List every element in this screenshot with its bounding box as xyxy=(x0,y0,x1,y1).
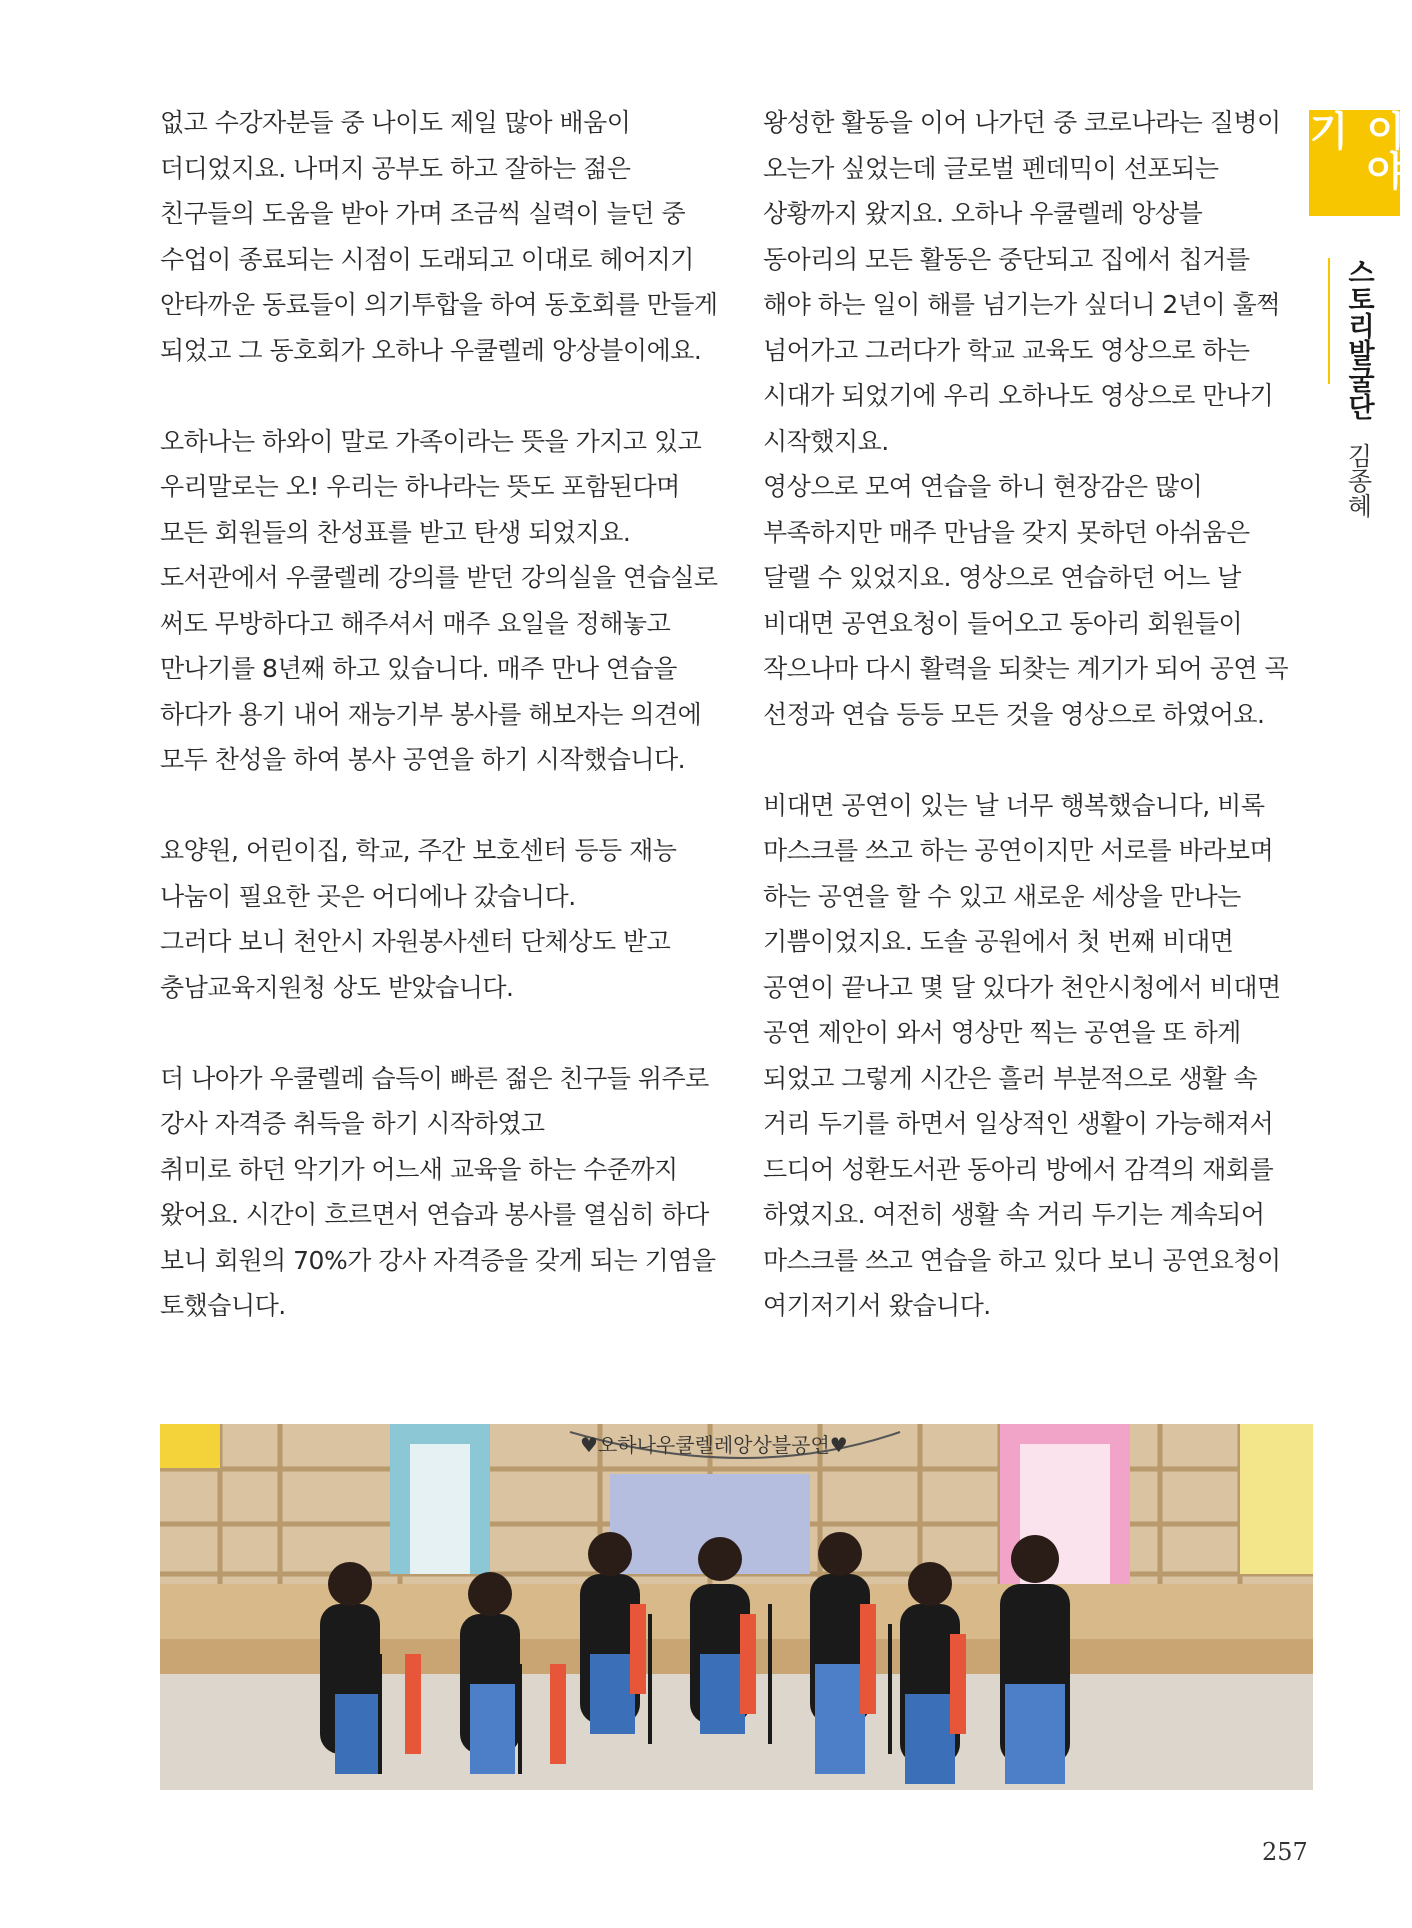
left-column-line: 수업이 종료되는 시점이 도래되고 이대로 헤어지기 xyxy=(160,244,694,274)
left-column-line: 하다가 용기 내어 재능기부 봉사를 해보자는 의견에 xyxy=(160,699,702,729)
banner-text: ♥오하나우쿨렐레앙상블공연♥ xyxy=(580,1433,848,1457)
right-column-line: 공연이 끝나고 몇 달 있다가 천안시청에서 비대면 xyxy=(763,972,1281,1002)
right-column-line: 동아리의 모든 활동은 중단되고 집에서 칩거를 xyxy=(763,244,1250,274)
left-column-line: 만나기를 8년째 하고 있습니다. 매주 만나 연습을 xyxy=(160,654,677,683)
right-column-line: 되었고 그렇게 시간은 흘러 부분적으로 생활 속 xyxy=(763,1063,1258,1093)
left-column xyxy=(160,100,720,1329)
right-column-line: 선정과 연습 등등 모든 것을 영상으로 하였어요. xyxy=(763,699,1265,729)
story-title: 스토리발굴단 xyxy=(1343,258,1374,420)
right-column-line: 거리 두기를 하면서 일상적인 생활이 가능해져서 xyxy=(763,1109,1274,1138)
left-column-line: 나눔이 필요한 곳은 어디에나 갔습니다. xyxy=(160,881,576,911)
paragraph-gap xyxy=(160,783,720,829)
side-title-block xyxy=(1339,258,1378,518)
left-column-line: 써도 무방하다고 해주셔서 매주 요일을 정해놓고 xyxy=(160,608,671,638)
right-column-line: 상황까지 왔지요. 오하나 우쿨렐레 앙상블 xyxy=(763,199,1203,228)
right-column xyxy=(763,100,1323,1329)
right-column-line: 비대면 공연이 있는 날 너무 행복했습니다, 비록 xyxy=(763,790,1265,820)
ensemble-photo xyxy=(160,1424,1313,1790)
paragraph-gap xyxy=(160,373,720,419)
right-column-line: 하는 공연을 할 수 있고 새로운 세상을 만나는 xyxy=(763,881,1241,911)
left-column-line: 우리말로는 오! 우리는 하나라는 뜻도 포함된다며 xyxy=(160,472,680,501)
left-column-line: 되었고 그 동호회가 오하나 우쿨렐레 앙상블이에요. xyxy=(160,335,702,365)
left-column-line: 보니 회원의 70%가 강사 자격증을 갖게 되는 기염을 xyxy=(160,1245,716,1275)
left-column-line: 취미로 하던 악기가 어느새 교육을 하는 수준까지 xyxy=(160,1154,678,1184)
section-label: 이야기 xyxy=(1302,110,1406,190)
right-column-line: 비대면 공연요청이 들어오고 동아리 회원들이 xyxy=(763,608,1243,638)
right-column-line: 공연 제안이 와서 영상만 찍는 공연을 또 하게 xyxy=(763,1018,1241,1047)
right-column-line: 넘어가고 그러다가 학교 교육도 영상으로 하는 xyxy=(763,335,1250,365)
right-column-line: 시대가 되었기에 우리 오하나도 영상으로 만나기 xyxy=(763,381,1274,410)
right-column-line: 왕성한 활동을 이어 나가던 중 코로나라는 질병이 xyxy=(763,108,1281,137)
paragraph-gap xyxy=(160,1010,720,1056)
author-name: 김종혜 xyxy=(1344,443,1373,519)
right-column-line: 드디어 성환도서관 동아리 방에서 감격의 재회를 xyxy=(763,1154,1274,1184)
right-column-line: 작으나마 다시 활력을 되찾는 계기가 되어 공연 곡 xyxy=(763,654,1289,683)
left-column-line: 왔어요. 시간이 흐르면서 연습과 봉사를 열심히 하다 xyxy=(160,1200,709,1229)
section-tab xyxy=(1302,110,1406,216)
right-column-line: 마스크를 쓰고 하는 공연이지만 서로를 바라보며 xyxy=(763,836,1274,865)
left-column-line: 강사 자격증 취득을 하기 시작하였고 xyxy=(160,1109,545,1138)
right-column-line: 오는가 싶었는데 글로벌 펜데믹이 선포되는 xyxy=(763,153,1219,183)
left-column-line: 충남교육지원청 상도 받았습니다. xyxy=(160,972,514,1002)
left-column-line: 모든 회원들의 찬성표를 받고 탄생 되었지요. xyxy=(160,517,631,547)
paragraph-gap xyxy=(763,737,1323,783)
right-column-line: 마스크를 쓰고 연습을 하고 있다 보니 공연요청이 xyxy=(763,1245,1281,1275)
left-column-line: 요양원, 어린이집, 학교, 주간 보호센터 등등 재능 xyxy=(160,836,677,865)
left-column-line: 친구들의 도움을 받아 가며 조금씩 실력이 늘던 중 xyxy=(160,199,686,228)
right-column-line: 달랠 수 있었지요. 영상으로 연습하던 어느 날 xyxy=(763,563,1241,592)
left-column-line: 안타까운 동료들이 의기투합을 하여 동호회를 만들게 xyxy=(160,290,718,319)
left-column-line: 모두 찬성을 하여 봉사 공연을 하기 시작했습니다. xyxy=(160,745,686,774)
left-column-line: 토했습니다. xyxy=(160,1291,286,1320)
right-column-line: 기쁨이었지요. 도솔 공원에서 첫 번째 비대면 xyxy=(763,927,1234,956)
left-column-line: 더 나아가 우쿨렐레 습득이 빠른 젊은 친구들 위주로 xyxy=(160,1063,709,1093)
left-column-line: 더디었지요. 나머지 공부도 하고 잘하는 젊은 xyxy=(160,153,631,183)
left-column-line: 오하나는 하와이 말로 가족이라는 뜻을 가지고 있고 xyxy=(160,426,702,456)
right-column-line: 부족하지만 매주 만남을 갖지 못하던 아쉬움은 xyxy=(763,517,1250,547)
page-number: 257 xyxy=(1262,1838,1308,1866)
right-column-line: 하였지요. 여전히 생활 속 거리 두기는 계속되어 xyxy=(763,1200,1265,1229)
side-rule xyxy=(1328,258,1330,384)
right-column-line: 여기저기서 왔습니다. xyxy=(763,1291,991,1320)
left-column-line: 그러다 보니 천안시 자원봉사센터 단체상도 받고 xyxy=(160,927,671,956)
right-column-line: 영상으로 모여 연습을 하니 현장감은 많이 xyxy=(763,472,1203,501)
right-column-line: 해야 하는 일이 해를 넘기는가 싶더니 2년이 훌쩍 xyxy=(763,290,1280,319)
left-column-line: 도서관에서 우쿨렐레 강의를 받던 강의실을 연습실로 xyxy=(160,563,718,592)
right-column-line: 시작했지요. xyxy=(763,426,889,456)
left-column-line: 없고 수강자분들 중 나이도 제일 많아 배움이 xyxy=(160,108,631,137)
